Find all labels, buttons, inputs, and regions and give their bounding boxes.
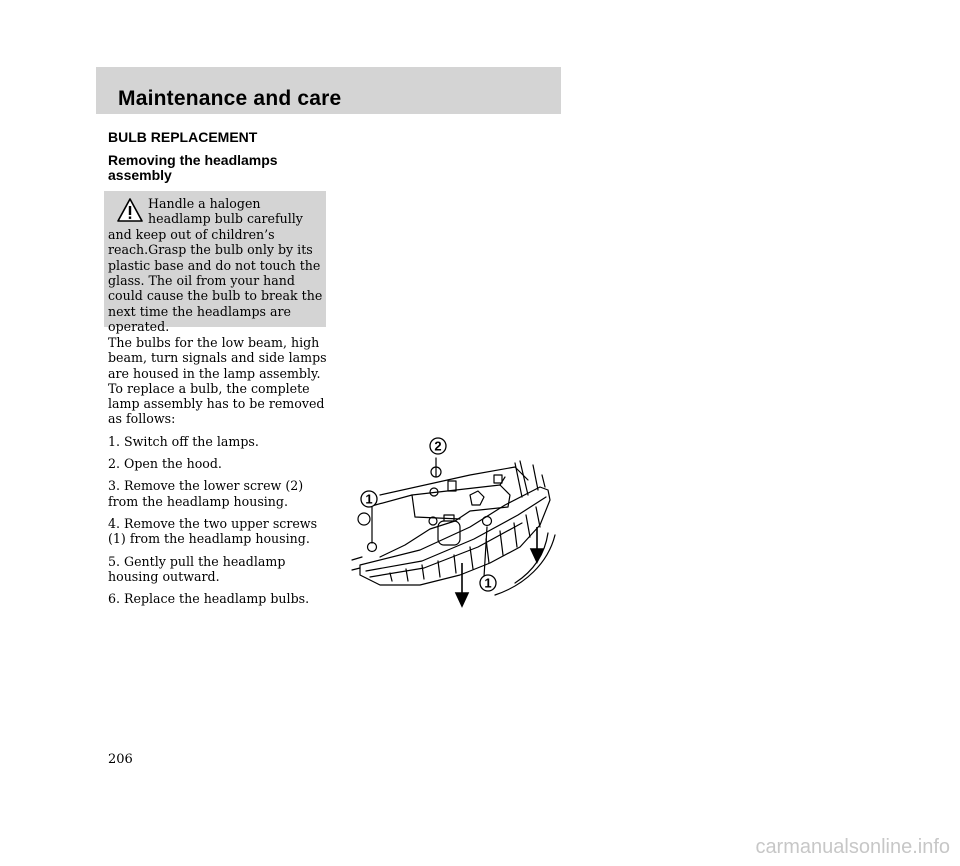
warning-text: Handle a halogen headlamp bulb carefully and keep out of children’s reach.Grasp the bulb only by its plastic base and do not touch the glass. The oil from your hand could cause the bulb to break the next time the headlamps are operated. <box>108 196 323 335</box>
header-bar <box>96 67 561 114</box>
callout-label: 2 <box>434 438 442 454</box>
step-item: 1. Switch off the lamps. <box>108 433 259 449</box>
step-item: 3. Remove the lower screw (2) from the headlamp housing. <box>108 478 304 509</box>
callout-label: 1 <box>365 491 373 507</box>
intro-paragraph: The bulbs for the low beam, high beam, turn signals and side lamps are housed in the lamp assembly. To replace a bulb, the complete lamp assembly has to be removed as follows: <box>108 335 327 427</box>
step-item: 6. Replace the headlamp bulbs. <box>108 591 310 607</box>
warning-box <box>104 191 326 335</box>
callout-1-lower <box>480 575 496 591</box>
section-title: BULB REPLACEMENT <box>108 129 258 145</box>
callout-label: 1 <box>484 575 492 591</box>
direction-arrows <box>456 527 543 606</box>
step-item: 2. Open the hood. <box>108 456 222 472</box>
step-item: 4. Remove the two upper screws (1) from the headlamp housing. <box>108 515 318 547</box>
page-number: 206 <box>108 752 133 767</box>
steps-list <box>108 434 328 607</box>
headlamp-assembly-drawing <box>352 458 555 595</box>
watermark: carmanualsonline.info <box>755 836 950 858</box>
body-text <box>108 335 328 613</box>
section-subtitle: Removing the headlamps assembly <box>108 152 278 183</box>
headlamp-diagram <box>350 435 562 610</box>
page-title: Maintenance and care <box>118 87 342 110</box>
callout-1-upper <box>361 491 377 507</box>
step-item: 5. Gently pull the headlamp housing outward. <box>108 553 286 584</box>
callout-2 <box>430 438 446 454</box>
